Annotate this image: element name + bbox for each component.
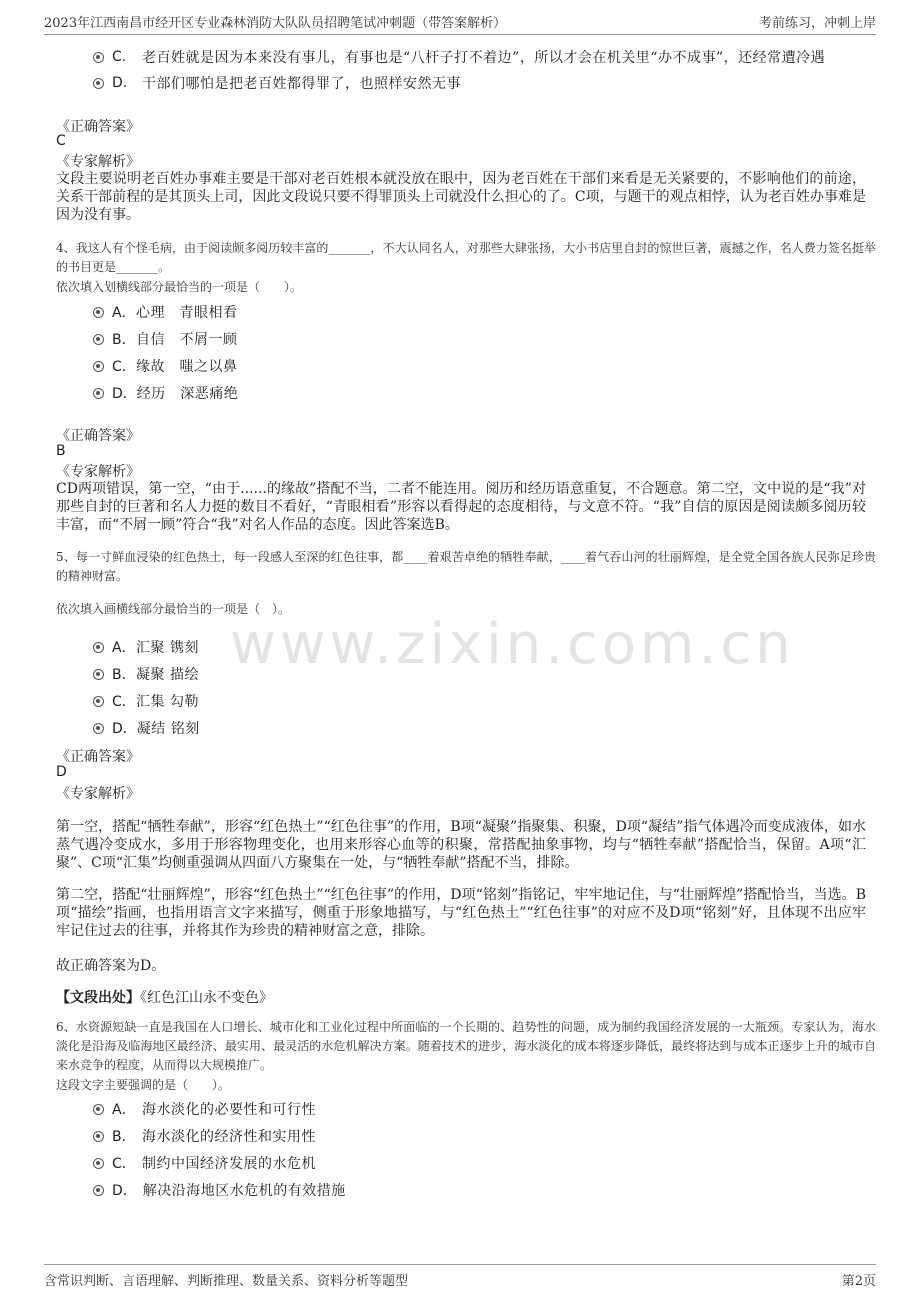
question-6-prompt: 这段文字主要强调的是（ ）。 — [56, 1078, 231, 1092]
option-text: 经历 深恶痛绝 — [136, 386, 239, 402]
option-text: 凝结 铭刻 — [136, 721, 200, 737]
stem-part: 着艰苦卓绝的牺牲奉献， — [427, 550, 561, 564]
option-text: 汇聚 镌刻 — [136, 640, 199, 656]
blank: _______ — [328, 241, 371, 255]
option-text: 凝聚 描绘 — [136, 667, 199, 683]
source-title: 《红色江山永不变色》 — [140, 990, 273, 1006]
answer-label: 《正确答案》 — [56, 749, 140, 765]
question-6-stem: 6、水资源短缺一直是我国在人口增长、城市化和工业化过程中所面临的一个长期的、趋势性的问题，成为制约我国经济发展的一大瓶颈。专家认为，海水淡化是沿海及临海地区最经济、最实用、最灵活的水危机解决方案。随着技术的进步，海水淡化的成本将逐步降低，最终将达到与成本正逐步上升的城市自来水竞争的程度，从而得以大规模推广。 — [56, 1020, 876, 1072]
option-letter: D． — [112, 386, 137, 402]
radio-icon[interactable] — [93, 1131, 104, 1142]
blank: _______ — [116, 260, 159, 274]
analysis-label: 《专家解析》 — [56, 786, 140, 802]
analysis-label: 《专家解析》 — [56, 464, 140, 480]
q4-option-d[interactable] — [93, 383, 238, 403]
stem-part: 。 — [158, 260, 171, 274]
header-slogan: 考前练习，冲刺上岸 — [758, 16, 876, 31]
q6-option-a[interactable] — [93, 1099, 316, 1119]
source-label: 【文段出处】 — [56, 990, 140, 1006]
conclusion-text: 故正确答案为D。 — [56, 958, 166, 974]
q6-option-b[interactable] — [93, 1126, 316, 1146]
q4-option-b[interactable] — [93, 329, 238, 349]
radio-icon[interactable] — [93, 696, 104, 707]
radio-icon[interactable] — [93, 334, 104, 345]
radio-icon[interactable] — [93, 642, 104, 653]
q6-option-c[interactable] — [93, 1153, 316, 1173]
q6-option-d[interactable] — [93, 1180, 346, 1200]
option-letter: D． — [112, 1183, 137, 1199]
option-letter: A． — [112, 1102, 136, 1118]
radio-icon[interactable] — [93, 307, 104, 318]
option-letter: A． — [112, 640, 136, 656]
option-text: 缘故 嗤之以鼻 — [136, 359, 238, 375]
blank: ____ — [560, 550, 585, 564]
answer-value: C — [56, 133, 66, 149]
answer-value: D — [56, 764, 67, 780]
radio-icon[interactable] — [93, 1185, 104, 1196]
radio-icon[interactable] — [93, 1158, 104, 1169]
q4-option-c[interactable] — [93, 356, 238, 376]
page-number: 第2页 — [841, 1274, 876, 1289]
radio-icon[interactable] — [93, 723, 104, 734]
q3-option-c[interactable] — [93, 47, 825, 67]
stem-part: 4、我这人有个怪毛病，由于阅读颇多阅历较丰富的 — [56, 241, 329, 255]
blank: ____ — [403, 550, 428, 564]
option-letter: B． — [112, 667, 136, 683]
q4-option-a[interactable] — [93, 302, 238, 322]
option-letter: B． — [112, 1129, 136, 1145]
option-letter: C. — [112, 49, 127, 65]
answer-label: 《正确答案》 — [56, 428, 140, 444]
header-title: 2023年江西南昌市经开区专业森林消防大队队员招聘笔试冲刺题（带答案解析） — [44, 16, 507, 31]
q5-option-c[interactable] — [93, 691, 199, 711]
option-letter: D. — [112, 75, 128, 91]
q5-option-b[interactable] — [93, 664, 199, 684]
option-text: 制约中国经济发展的水危机 — [142, 1156, 316, 1172]
q5-option-d[interactable] — [93, 718, 200, 738]
option-text: 干部们哪怕是把老百姓都得罪了，也照样安然无事 — [142, 76, 461, 92]
stem-part: 着气吞山河的壮丽辉煌，是全党全国各族人民弥足珍贵的精神财富。 — [56, 550, 876, 583]
q5-option-a[interactable] — [93, 637, 199, 657]
q3-option-d[interactable] — [93, 73, 461, 93]
footer-divider — [44, 1264, 876, 1265]
option-letter: C． — [112, 694, 136, 710]
question-4-prompt: 依次填入划横线部分最恰当的一项是（ ）。 — [56, 280, 303, 294]
analysis-paragraph-2: 第二空，搭配“壮丽辉煌”，形容“红色热土”“红色往事”的作用，D项“铭刻”指铭记，牢牢地记住，与“壮丽辉煌”搭配恰当，当选。B项“描绘”指画，也指用语言文字来描写，侧重于形象地描写，与“红色热土”“红色往事”的对应不及D项“铭刻”好，且体现不出应牢牢记住过去的往事，并将其作为珍贵的精神财富之意，排除。 — [56, 887, 866, 939]
option-text: 汇集 勾勒 — [136, 694, 199, 710]
analysis-label: 《专家解析》 — [56, 154, 140, 170]
question-4-stem — [56, 239, 876, 277]
option-letter: D． — [112, 721, 137, 737]
radio-icon[interactable] — [93, 78, 104, 89]
radio-icon[interactable] — [93, 669, 104, 680]
answer-label: 《正确答案》 — [56, 119, 140, 135]
option-text: 海水淡化的必要性和可行性 — [142, 1102, 316, 1118]
option-letter: C． — [112, 359, 136, 375]
radio-icon[interactable] — [93, 52, 104, 63]
option-letter: C． — [112, 1156, 136, 1172]
answer-value: B — [56, 443, 66, 459]
radio-icon[interactable] — [93, 388, 104, 399]
stem-part: 5、每一寸鲜血浸染的红色热土，每一段感人至深的红色往事，都 — [56, 550, 404, 564]
option-letter: B． — [112, 332, 136, 348]
option-text: 解决沿海地区水危机的有效措施 — [142, 1183, 346, 1199]
radio-icon[interactable] — [93, 361, 104, 372]
option-text: 心理 青眼相看 — [136, 305, 238, 321]
question-5-stem — [56, 548, 876, 586]
question-5-prompt: 依次填入画横线部分最恰当的一项是（ ）。 — [56, 602, 291, 616]
analysis-paragraph-1: 第一空，搭配“牺牲奉献”，形容“红色热土”“红色往事”的作用，B项“凝聚”指聚集、积聚，D项“凝结”指气体遇冷而变成液体，如水蒸气遇冷变成水，多用于形容物理变化，也用来形容心血等的积聚，常搭配抽象事物，均与“牺牲奉献”搭配恰当，保留。A项“汇聚”、C项“汇集”均侧重强调从四面八方聚集在一处，与“牺牲奉献”搭配不当，排除。 — [56, 819, 866, 871]
analysis-text: CD两项错误，第一空，“由于......的缘故”搭配不当，二者不能连用。阅历和经历语意重复，不合题意。第二空，文中说的是“我”对那些自封的巨著和名人力挺的数目不看好，“青眼相看”形容以看得起的态度相待，与文意不符。“我”自信的原因是阅读颇多阅历较丰富，而“不屑一顾”符合“我”对名人作品的态度。因此答案选B。 — [56, 481, 866, 533]
radio-icon[interactable] — [93, 1104, 104, 1115]
footer-description: 含常识判断、言语理解、判断推理、数量关系、资料分析等题型 — [44, 1274, 409, 1289]
analysis-text: 文段主要说明老百姓办事难主要是干部对老百姓根本就没放在眼中，因为老百姓在干部们来看是无关紧要的，不影响他们的前途，关系干部前程的是其顶头上司，因此文段说只要不得罪顶头上司就没什么担心的了。C项，与题干的观点相悖，认为老百姓办事难是因为没有事。 — [56, 171, 866, 223]
header-divider — [44, 34, 876, 35]
source-line — [56, 987, 273, 1007]
option-text: 海水淡化的经济性和实用性 — [142, 1129, 316, 1145]
stem-part: ，不大认同名人，对那些大肆张扬，大小书店里自封的惊世巨著，震撼之作，名人费力签名挺举的书目更是 — [56, 241, 876, 274]
watermark: www.zixin.com.cn — [230, 612, 795, 677]
option-letter: A． — [112, 305, 136, 321]
option-text: 自信 不屑一顾 — [136, 332, 238, 348]
option-text: 老百姓就是因为本来没有事儿，有事也是“八杆子打不着边”，所以才会在机关里“办不成事”，还经常遭冷遇 — [142, 50, 826, 66]
